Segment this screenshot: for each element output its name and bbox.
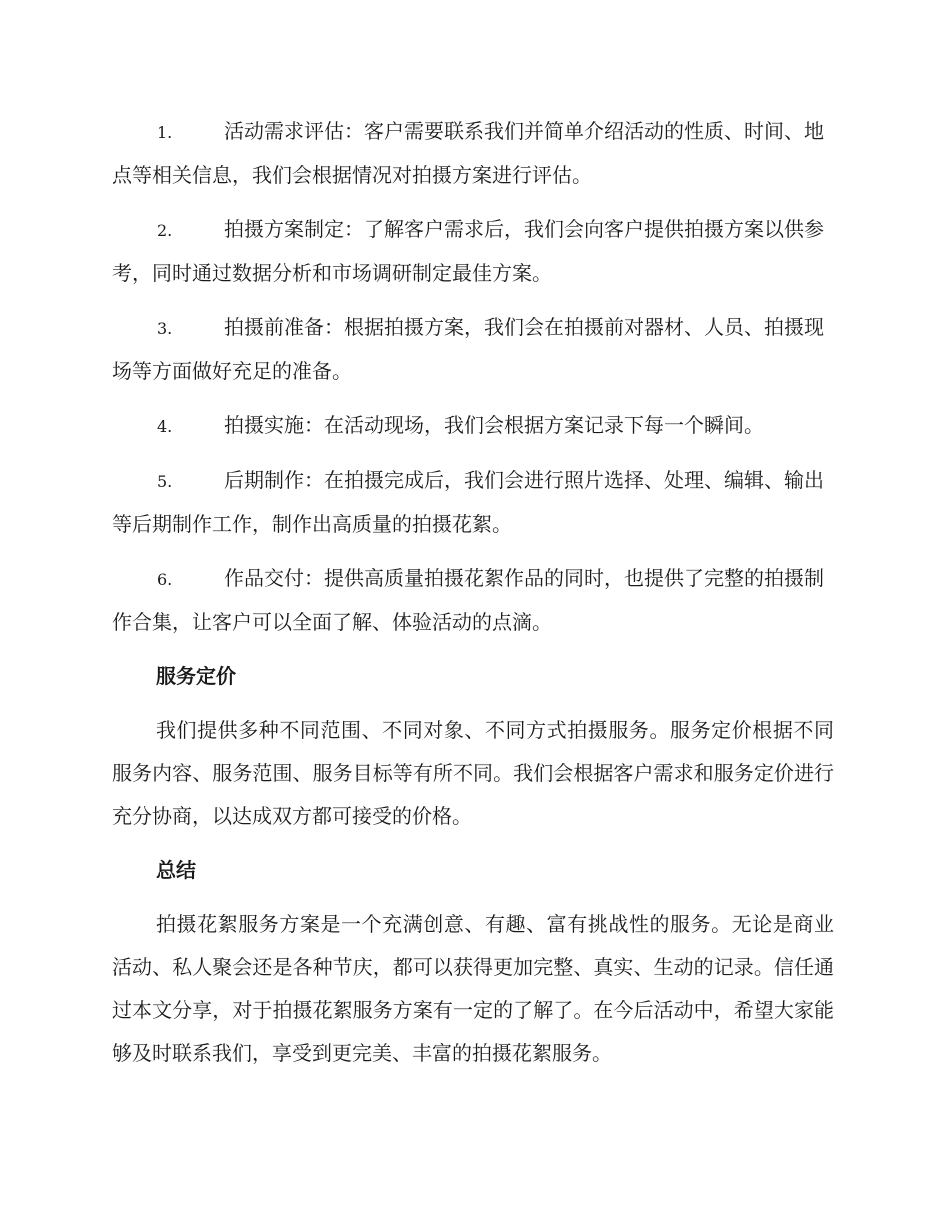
list-text: 拍摄前准备：根据拍摄方案，我们会在拍摄前对器材、人员、拍摄现场等方面做好充足的准备。 [112, 315, 824, 383]
list-item [112, 110, 834, 197]
list-number: 6. [157, 570, 173, 589]
list-item [112, 208, 834, 295]
list-number: 5. [157, 472, 173, 491]
list-item [112, 557, 834, 644]
section-heading-summary: 总结 [156, 858, 196, 882]
pricing-paragraph: 我们提供多种不同范围、不同对象、不同方式拍摄服务。服务定价根据不同服务内容、服务范围、服务目标等有所不同。我们会根据客户需求和服务定价进行充分协商，以达成双方都可接受的价格。 [112, 718, 834, 828]
list-number: 1. [157, 123, 173, 142]
list-number: 2. [157, 221, 173, 240]
summary-paragraph: 拍摄花絮服务方案是一个充满创意、有趣、富有挑战性的服务。无论是商业活动、私人聚会还是各种节庆，都可以获得更加完整、真实、生动的记录。信任通过本文分享，对于拍摄花絮服务方案有一定的了解了。在今后活动中，希望大家能够及时联系我们，享受到更完美、丰富的拍摄花絮服务。 [112, 912, 834, 1065]
document-content [112, 110, 834, 1086]
list-item [112, 306, 834, 393]
list-item [112, 459, 834, 546]
section-heading-pricing: 服务定价 [156, 664, 236, 688]
list-text: 活动需求评估：客户需要联系我们并简单介绍活动的性质、时间、地点等相关信息，我们会根据情况对拍摄方案进行评估。 [112, 119, 824, 187]
list-number: 3. [157, 319, 173, 338]
list-text: 作品交付：提供高质量拍摄花絮作品的同时，也提供了完整的拍摄制作合集，让客户可以全面了解、体验活动的点滴。 [112, 566, 824, 634]
list-text: 拍摄实施：在活动现场，我们会根据方案记录下每一个瞬间。 [224, 413, 764, 437]
list-number: 4. [157, 417, 173, 436]
list-item [112, 404, 834, 448]
list-text: 后期制作：在拍摄完成后，我们会进行照片选择、处理、编辑、输出等后期制作工作，制作出高质量的拍摄花絮。 [112, 468, 824, 536]
list-text: 拍摄方案制定：了解客户需求后，我们会向客户提供拍摄方案以供参考，同时通过数据分析和市场调研制定最佳方案。 [112, 217, 824, 285]
